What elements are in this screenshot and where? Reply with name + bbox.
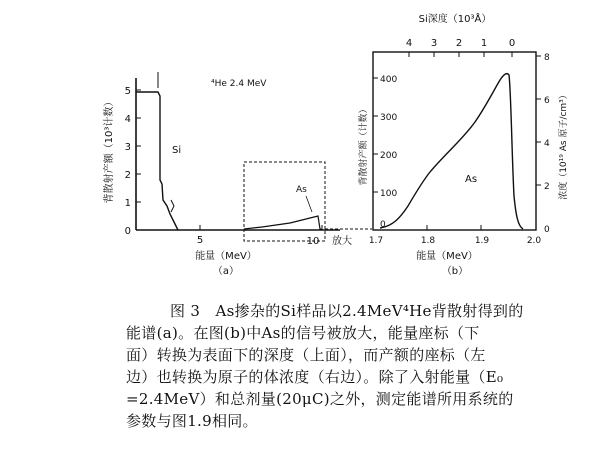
panel-a-xlabel: 能量（MeV） [195, 251, 257, 262]
panel-a-arrow-mark [171, 200, 174, 212]
panel-a [102, 72, 372, 277]
caption-line-4: 边）也转换为原子的体浓度（右边）。除了入射能量（E₀ [126, 368, 504, 386]
panel-b-xtick-label-18: 1.8 [420, 236, 436, 246]
panel-a-ytick-label-0: 0 [124, 226, 131, 237]
panel-b-rtick-label-0: 0 [544, 225, 550, 235]
panel-b-ttick-label-3: 3 [430, 38, 438, 49]
panel-a-xtick-label-10: 10 [306, 236, 320, 247]
caption-line-1: 图 3 As掺杂的Si样品以2.4MeV⁴He背散射得到的 [170, 302, 524, 320]
panel-b-top-axis-label: Si深度（10³Å） [418, 14, 492, 25]
panel-a-zoom-label: 放大 [332, 236, 352, 247]
panel-b [357, 12, 569, 277]
panel-b-ytick-label-200: 200 [380, 151, 398, 161]
panel-b-rtick-label-8: 8 [544, 53, 550, 63]
panel-b-rtick-label-2: 2 [544, 182, 550, 192]
caption-line-6: 参数与图1.9相同。 [126, 412, 258, 430]
panel-b-xlabel: 能量（MeV） [416, 251, 478, 262]
panel-a-ytick-label-5: 5 [124, 86, 131, 97]
panel-b-ylabel: 背散射产额（计数） [359, 104, 369, 186]
panel-b-xtick-label-17: 1.7 [368, 236, 384, 246]
panel-b-xtick-label-19: 1.9 [474, 236, 490, 246]
panel-b-xtick-label-20: 2.0 [526, 236, 542, 246]
panel-a-si-spectrum [136, 92, 178, 230]
panel-b-ttick-label-0: 0 [508, 38, 516, 49]
panel-a-ytick-label-1: 1 [124, 198, 131, 209]
panel-a-zoom-box [244, 162, 325, 241]
caption-line-2: 能谱(a)。在图(b)中As的信号被放大，能量座标（下 [126, 324, 480, 342]
panel-b-ttick-label-1: 1 [480, 38, 488, 49]
panel-b-ttick-label-2: 2 [455, 38, 463, 49]
panel-a-as-signal [244, 216, 323, 230]
panel-a-ylabel: 背散射产额（10³计数） [104, 96, 115, 204]
panel-b-right-label: 浓度（10¹⁹ As 原子/cm³） [559, 90, 569, 200]
panel-a-ytick-label-3: 3 [124, 142, 131, 153]
panel-b-curve-label: As [465, 174, 478, 185]
panel-b-rtick-label-4: 4 [544, 139, 550, 149]
panel-a-as-label: As [296, 185, 307, 195]
panel-b-panel-label: （b） [441, 266, 469, 277]
panel-b-ytick-label-400: 400 [380, 75, 398, 85]
panel-b-ytick-label-100: 100 [380, 189, 398, 199]
panel-a-as-pointer [306, 196, 312, 212]
caption-line-3: 面）转换为表面下的深度（上面），而产额的座标（左 [126, 346, 486, 364]
panel-a-ytick-label-2: 2 [124, 170, 131, 181]
panel-b-rtick-label-6: 6 [544, 96, 550, 106]
panel-a-panel-label: （a） [212, 266, 240, 277]
panel-a-si-label: Si [172, 145, 182, 156]
panel-b-as-curve [380, 74, 523, 229]
figure-caption [126, 300, 596, 432]
panel-a-energy-annotation: ⁴He 2.4 MeV [211, 79, 267, 89]
panel-a-xtick-label-5: 5 [196, 235, 204, 246]
caption-line-5: =2.4MeV）和总剂量(20μC)之外，测定能谱所用系统的 [126, 390, 514, 408]
panel-a-ytick-label-4: 4 [124, 114, 131, 125]
panel-b-ttick-label-4: 4 [405, 38, 413, 49]
panel-b-ytick-label-300: 300 [380, 113, 398, 123]
panel-b-ytick-label-0: 0 [380, 220, 386, 230]
